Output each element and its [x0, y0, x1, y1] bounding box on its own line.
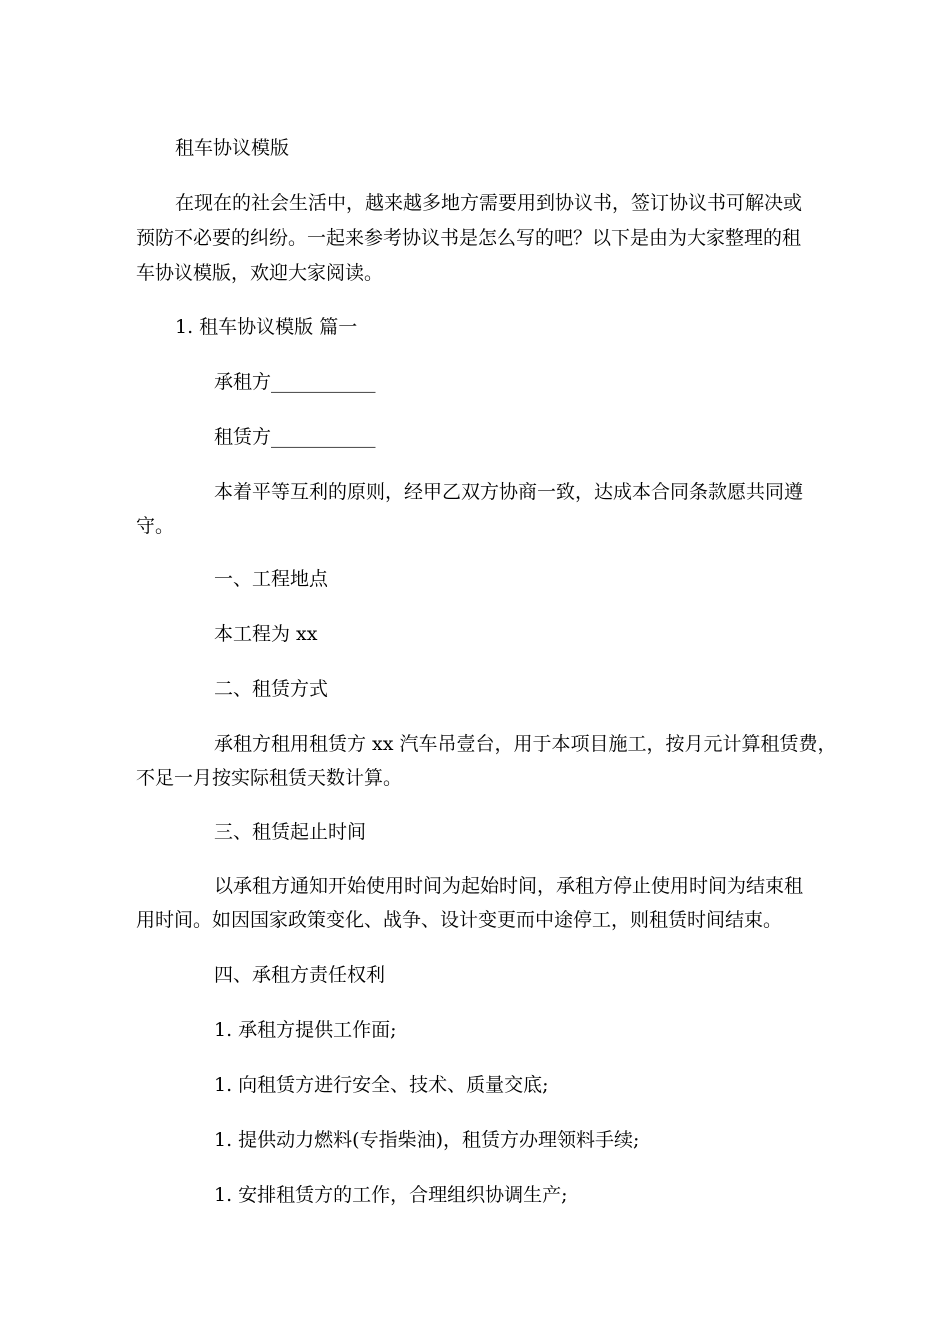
clause4-item: 1. 安排租赁方的工作，合理组织协调生产; [214, 1184, 568, 1206]
clause4-title: 四、承租方责任权利 [214, 964, 386, 986]
document-title: 租车协议模版 [175, 137, 290, 159]
clause1-title: 一、工程地点 [214, 568, 329, 590]
clause2-title: 二、租赁方式 [214, 678, 329, 700]
clause4-item: 1. 承租方提供工作面; [214, 1019, 397, 1041]
intro-line-1: 在现在的社会生活中，越来越多地方需要用到协议书，签订协议书可解决或 [175, 192, 803, 214]
clause2-body-line-1: 承租方租用租赁方 xx 汽车吊壹台，用于本项目施工，按月元计算租赁费， [214, 733, 837, 755]
clause3-body-line-2: 用时间。如因国家政策变化、战争、设计变更而中途停工，则租赁时间结束。 [136, 909, 783, 931]
preamble-line-2: 守。 [136, 515, 175, 537]
lessee-line: 承租方___________ [214, 371, 376, 393]
clause3-body-line-1: 以承租方通知开始使用时间为起始时间，承租方停止使用时间为结束租 [214, 875, 804, 897]
intro-line-3: 车协议模版，欢迎大家阅读。 [136, 262, 384, 284]
preamble-line-1: 本着平等互利的原则，经甲乙双方协商一致，达成本合同条款愿共同遵 [214, 481, 804, 503]
clause3-title: 三、租赁起止时间 [214, 821, 367, 843]
lessor-line: 租赁方___________ [214, 426, 376, 448]
intro-line-2: 预防不必要的纠纷。一起来参考协议书是怎么写的吧？以下是由为大家整理的租 [136, 227, 802, 249]
section-heading: 1. 租车协议模版 篇一 [175, 316, 358, 338]
clause4-item: 1. 向租赁方进行安全、技术、质量交底; [214, 1074, 549, 1096]
clause2-body-line-2: 不足一月按实际租赁天数计算。 [136, 767, 403, 789]
clause1-body: 本工程为 xx [214, 623, 318, 645]
clause4-item: 1. 提供动力燃料(专指柴油)，租赁方办理领料手续; [214, 1129, 640, 1151]
